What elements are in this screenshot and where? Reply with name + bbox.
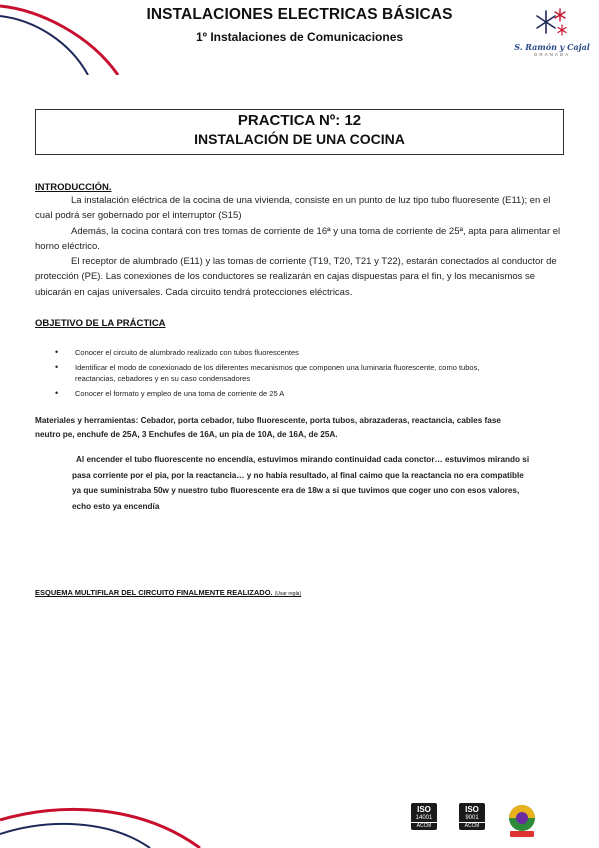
schema-heading-text: ESQUEMA MULTIFILAR DEL CIRCUITO FINALMENTE REALIZADO. [35,588,273,597]
iso-14001-badge: ISO 14001 ACCM [409,803,439,837]
logo-city: GRANADA [533,52,571,57]
materials-text: Materiales y herramientas: Cebador, porta cebador, tubo fluorescente, porta tubos, abrazaderas, reactancia, cables fase neutro pe, enchufe de 25A, 3 Enchufes de 16A, un pia de 10A, de 16A, de 25A. [35,416,501,439]
introduction-section [35,182,565,300]
intro-paragraph-3: El receptor de alumbrado (E11) y las tomas de corriente (T19, T20, T21 y T22), estarán conectados al conductor de protección (PE). Las conexiones de los conductores se realizarán en cajas dispuestas para el fin, y los mecanismos se ubicarán en cajas universales. Cada circuito tendrá protecciones eléctricas. [35,256,557,298]
school-logo [510,5,594,57]
footer-swoosh [0,790,240,848]
document-header-subtitle: 1º Instalaciones de Comunicaciones [195,30,404,44]
quality-seal-icon [505,803,539,839]
list-item: • Conocer el formato y empleo de una toma de corriente de 25 A [35,388,515,400]
list-item: • Conocer el circuito de alumbrado realizado con tubos fluorescentes [35,347,515,359]
schema-note: (Usar regla) [274,591,302,597]
intro-paragraph-1: La instalación eléctrica de la cocina de una vivienda, consiste en un punto de luz tipo tubo fluoresente (E11); en el cual podrá ser gobernado por el interruptor (S15) [35,195,551,222]
document-header-title: INSTALACIONES ELECTRICAS BÁSICAS [146,6,453,23]
intro-paragraph-2: Además, la cocina contará con tres tomas de corriente de 16ª y una toma de corriente de 25ª, apta para alimentar el horno eléctrico. [35,225,561,252]
logo-name: S. Ramón y Cajal [514,42,590,52]
list-item: • Identificar el modo de conexionado de los diferentes mecanismos que componen una luminaria fluorescente, como tubos, reactancias, cebadores y en su caso condensadores [35,362,515,385]
practice-title: INSTALACIÓN DE UNA COCINA [194,131,405,147]
practice-narrative: Al encender el tubo fluorescente no encendía, estuvimos mirando continuidad cada conctor… estuvimos mirando si pasa corriente por el pia, por la reactancia… y no había resultado, al final caimo que la reactancia no era compatible ya que suministraba 50w y nuestro tubo fluorescente era de 18w a si que tuvimos que coger uno con esos valores, echo esto ya encendía [72,455,530,511]
iso-9001-badge: ISO 9001 ACCM [457,803,487,837]
objective-list [35,347,515,402]
practice-number: PRACTICA Nº: 12 [237,112,362,129]
snowflake-logo-icon [534,5,570,39]
schema-heading [35,588,301,597]
objective-heading: OBJETIVO DE LA PRÁCTICA [35,318,166,329]
introduction-heading: INTRODUCCIÓN. [35,182,112,193]
